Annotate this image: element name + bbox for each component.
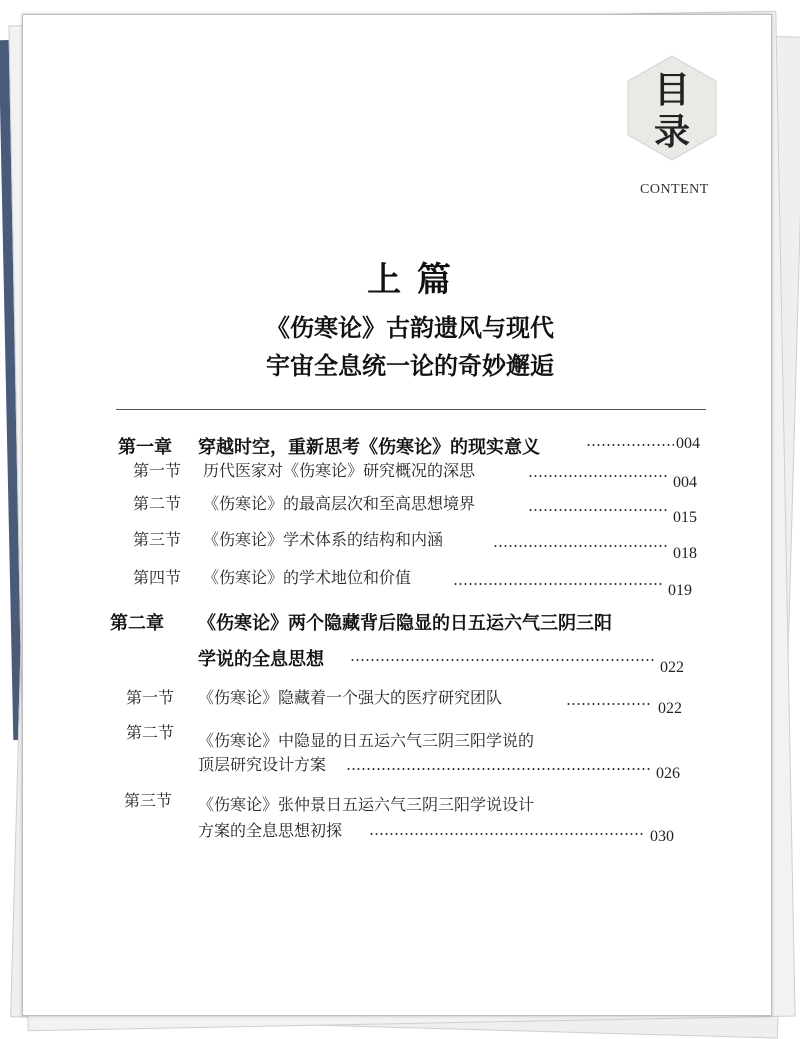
toc-leader <box>346 768 651 770</box>
toc-section-title: 历代医家对《伤寒论》研究概况的深思 <box>203 461 476 480</box>
toc-chapter-title-line2: 学说的全息思想 <box>198 649 324 670</box>
toc-section[interactable] <box>133 565 708 599</box>
toc-page-number: 026 <box>656 765 680 782</box>
toc-leader <box>350 659 655 661</box>
toc-leader <box>566 703 651 705</box>
toc-leader <box>369 833 644 835</box>
toc-badge <box>624 54 720 162</box>
toc-section[interactable] <box>133 458 708 491</box>
toc-chapter-title-line1: 《伤寒论》两个隐藏背后隐显的日五运六气三阴三阳 <box>198 613 612 634</box>
toc-leader <box>586 444 674 446</box>
toc-section-title-line2: 顶层研究设计方案 <box>198 755 327 774</box>
toc-page-number: 004 <box>673 474 697 491</box>
content-label: CONTENT <box>640 182 709 197</box>
toc-chapter-title: 穿越时空，重新思考《伤寒论》的现实意义 <box>198 437 540 458</box>
toc-leader <box>528 509 668 511</box>
toc-section[interactable] <box>126 720 716 780</box>
toc-page-number: 030 <box>650 828 674 845</box>
page <box>22 14 772 1016</box>
toc-section-title-line2: 方案的全息思想初探 <box>198 821 343 840</box>
part-subtitle-line1: 《伤寒论》古韵遗风与现代 <box>266 313 554 342</box>
toc-section-title-line1: 《伤寒论》张仲景日五运六气三阴三阳学说设计 <box>198 795 535 814</box>
toc-section-label: 第一节 <box>133 461 182 480</box>
toc-section-label: 第四节 <box>133 568 182 587</box>
toc-page-number: 019 <box>668 582 692 599</box>
toc-section-label: 第三节 <box>133 530 182 549</box>
toc-leader <box>453 583 663 585</box>
toc-section-label: 第三节 <box>124 791 173 810</box>
toc-chapter[interactable] <box>118 433 708 457</box>
toc-section[interactable] <box>133 491 708 526</box>
toc-section-title: 《伤寒论》隐藏着一个强大的医疗研究团队 <box>198 688 503 707</box>
toc-section-title: 《伤寒论》的学术地位和价值 <box>203 568 412 587</box>
toc-page-number: 022 <box>660 659 684 676</box>
toc-leader <box>493 545 668 547</box>
toc-section[interactable] <box>124 788 714 848</box>
toc-section-title: 《伤寒论》的最高层次和至高思想境界 <box>203 494 476 513</box>
toc-section-title: 《伤寒论》学术体系的结构和内涵 <box>203 530 444 549</box>
toc-page-number: 004 <box>676 435 700 452</box>
toc-section[interactable] <box>126 685 716 717</box>
toc-chapter-label: 第一章 <box>118 437 172 458</box>
toc-page-number: 018 <box>673 545 697 562</box>
toc-chapter-label: 第二章 <box>110 613 164 634</box>
toc-section[interactable] <box>133 527 708 562</box>
toc-section-label: 第二节 <box>126 723 175 742</box>
toc-section-label: 第一节 <box>126 688 175 707</box>
toc-section-label: 第二节 <box>133 494 182 513</box>
part-title: 上 篇 <box>367 260 453 300</box>
part-subtitle-line2: 宇宙全息统一论的奇妙邂逅 <box>266 351 554 380</box>
toc-page-number: 015 <box>673 509 697 526</box>
divider <box>116 409 706 410</box>
badge-char-2: 录 <box>653 111 690 153</box>
toc-section-title-line1: 《伤寒论》中隐显的日五运六气三阴三阳学说的 <box>198 731 535 750</box>
badge-char-1: 目 <box>653 69 690 111</box>
toc-page-number: 022 <box>658 700 682 717</box>
toc-chapter[interactable] <box>110 609 710 676</box>
toc-leader <box>528 475 668 477</box>
